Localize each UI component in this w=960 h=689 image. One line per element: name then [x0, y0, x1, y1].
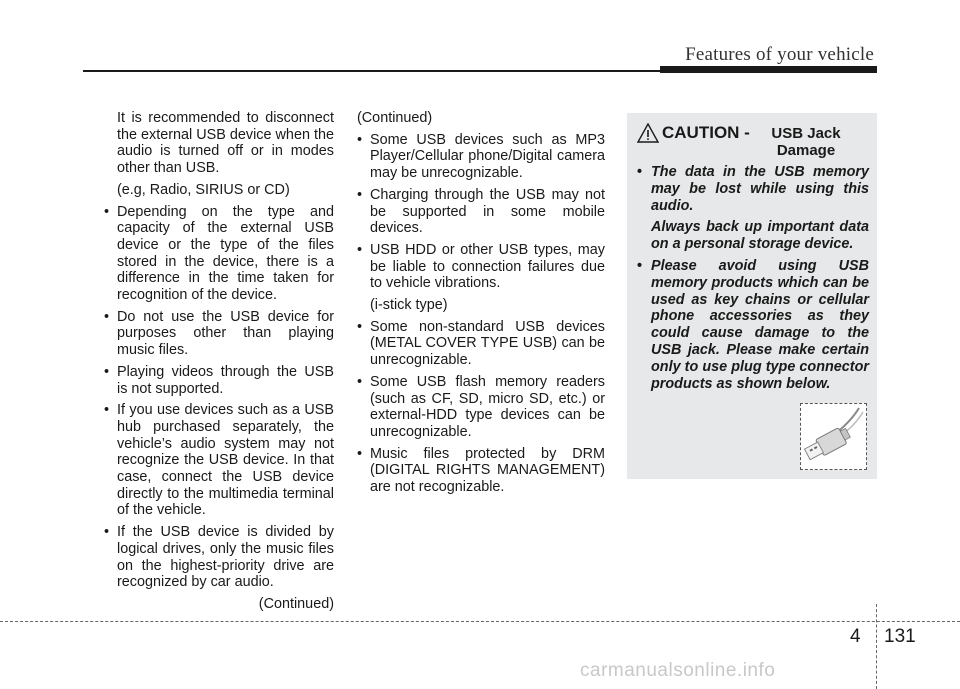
warning-triangle-icon: [637, 123, 659, 143]
continued-heading: (Continued): [357, 110, 433, 126]
left-column: [104, 110, 334, 613]
continued-label: (Continued): [258, 595, 334, 612]
caution-body: [637, 164, 869, 397]
right-column: [357, 110, 605, 501]
caution-box: [627, 113, 877, 479]
list-item: • If the USB device is divided by logical drives, only the music files on the highest-priority drive are recognized by car audio.: [104, 524, 334, 591]
caution-subtitle: USB Jack Damage: [771, 125, 841, 159]
page-number: 131: [884, 626, 916, 647]
list-item: • Depending on the type and capacity of the external USB device or the type of the files stored in the device, there is a difference in the time taken for recognition of the device.: [104, 203, 334, 304]
list-item: • If you use devices such as a USB hub purchased separately, the vehicle’s audio system may not recognize the USB device. In that case, connect the USB device directly to the multimedia terminal of the vehicle.: [104, 402, 334, 519]
list-item: • Music files protected by DRM (DIGITAL RIGHTS MANAGEMENT) are not recognizable.: [357, 445, 605, 496]
list-item: • Some USB flash memory readers (such as CF, SD, micro SD, etc.) or external-HDD type devices can be unrecognizable.: [357, 373, 605, 440]
caution-backup-note: Always back up important data on a personal storage device.: [651, 219, 869, 253]
caution-label: CAUTION -: [662, 123, 750, 142]
list-item: • Charging through the USB may not be supported in some mobile devices.: [357, 186, 605, 237]
caution-item: • Please avoid using USB memory products which can be used as key chains or cellular phone accessories as they could cause damage to the USB jack. Please make certain only to use plug type connector products as shown below.: [637, 257, 869, 392]
list-item: • Do not use the USB device for purposes other than playing music files.: [104, 308, 334, 359]
section-title: Features of your vehicle: [685, 44, 874, 65]
list-item: • Some non-standard USB devices (METAL COVER TYPE USB) can be unrecognizable.: [357, 318, 605, 369]
watermark: carmanualsonline.info: [580, 660, 776, 681]
list-item: • USB HDD or other USB types, may be liable to connection failures due to vehicle vibrations.: [357, 241, 605, 292]
intro-paragraph: It is recommended to disconnect the external USB device when the audio is turned off or in modes other than USB.: [117, 110, 334, 177]
chapter-number: 4: [850, 626, 861, 647]
header-rule: [83, 70, 743, 72]
list-item: • Some USB devices such as MP3 Player/Cellular phone/Digital camera may be unrecognizable.: [357, 131, 605, 182]
istick-note: (i-stick type): [370, 297, 448, 314]
usb-plug-icon: [801, 404, 866, 469]
footer-rule: [0, 621, 960, 622]
example-note: (e.g, Radio, SIRIUS or CD): [117, 181, 290, 198]
footer-divider: [876, 604, 877, 689]
list-item: • Playing videos through the USB is not supported.: [104, 363, 334, 397]
usb-plug-image: [800, 403, 867, 470]
header-rule-accent: [660, 66, 877, 73]
caution-item: • The data in the USB memory may be lost while using this audio. Always back up important data on a personal storage device.: [637, 164, 869, 253]
